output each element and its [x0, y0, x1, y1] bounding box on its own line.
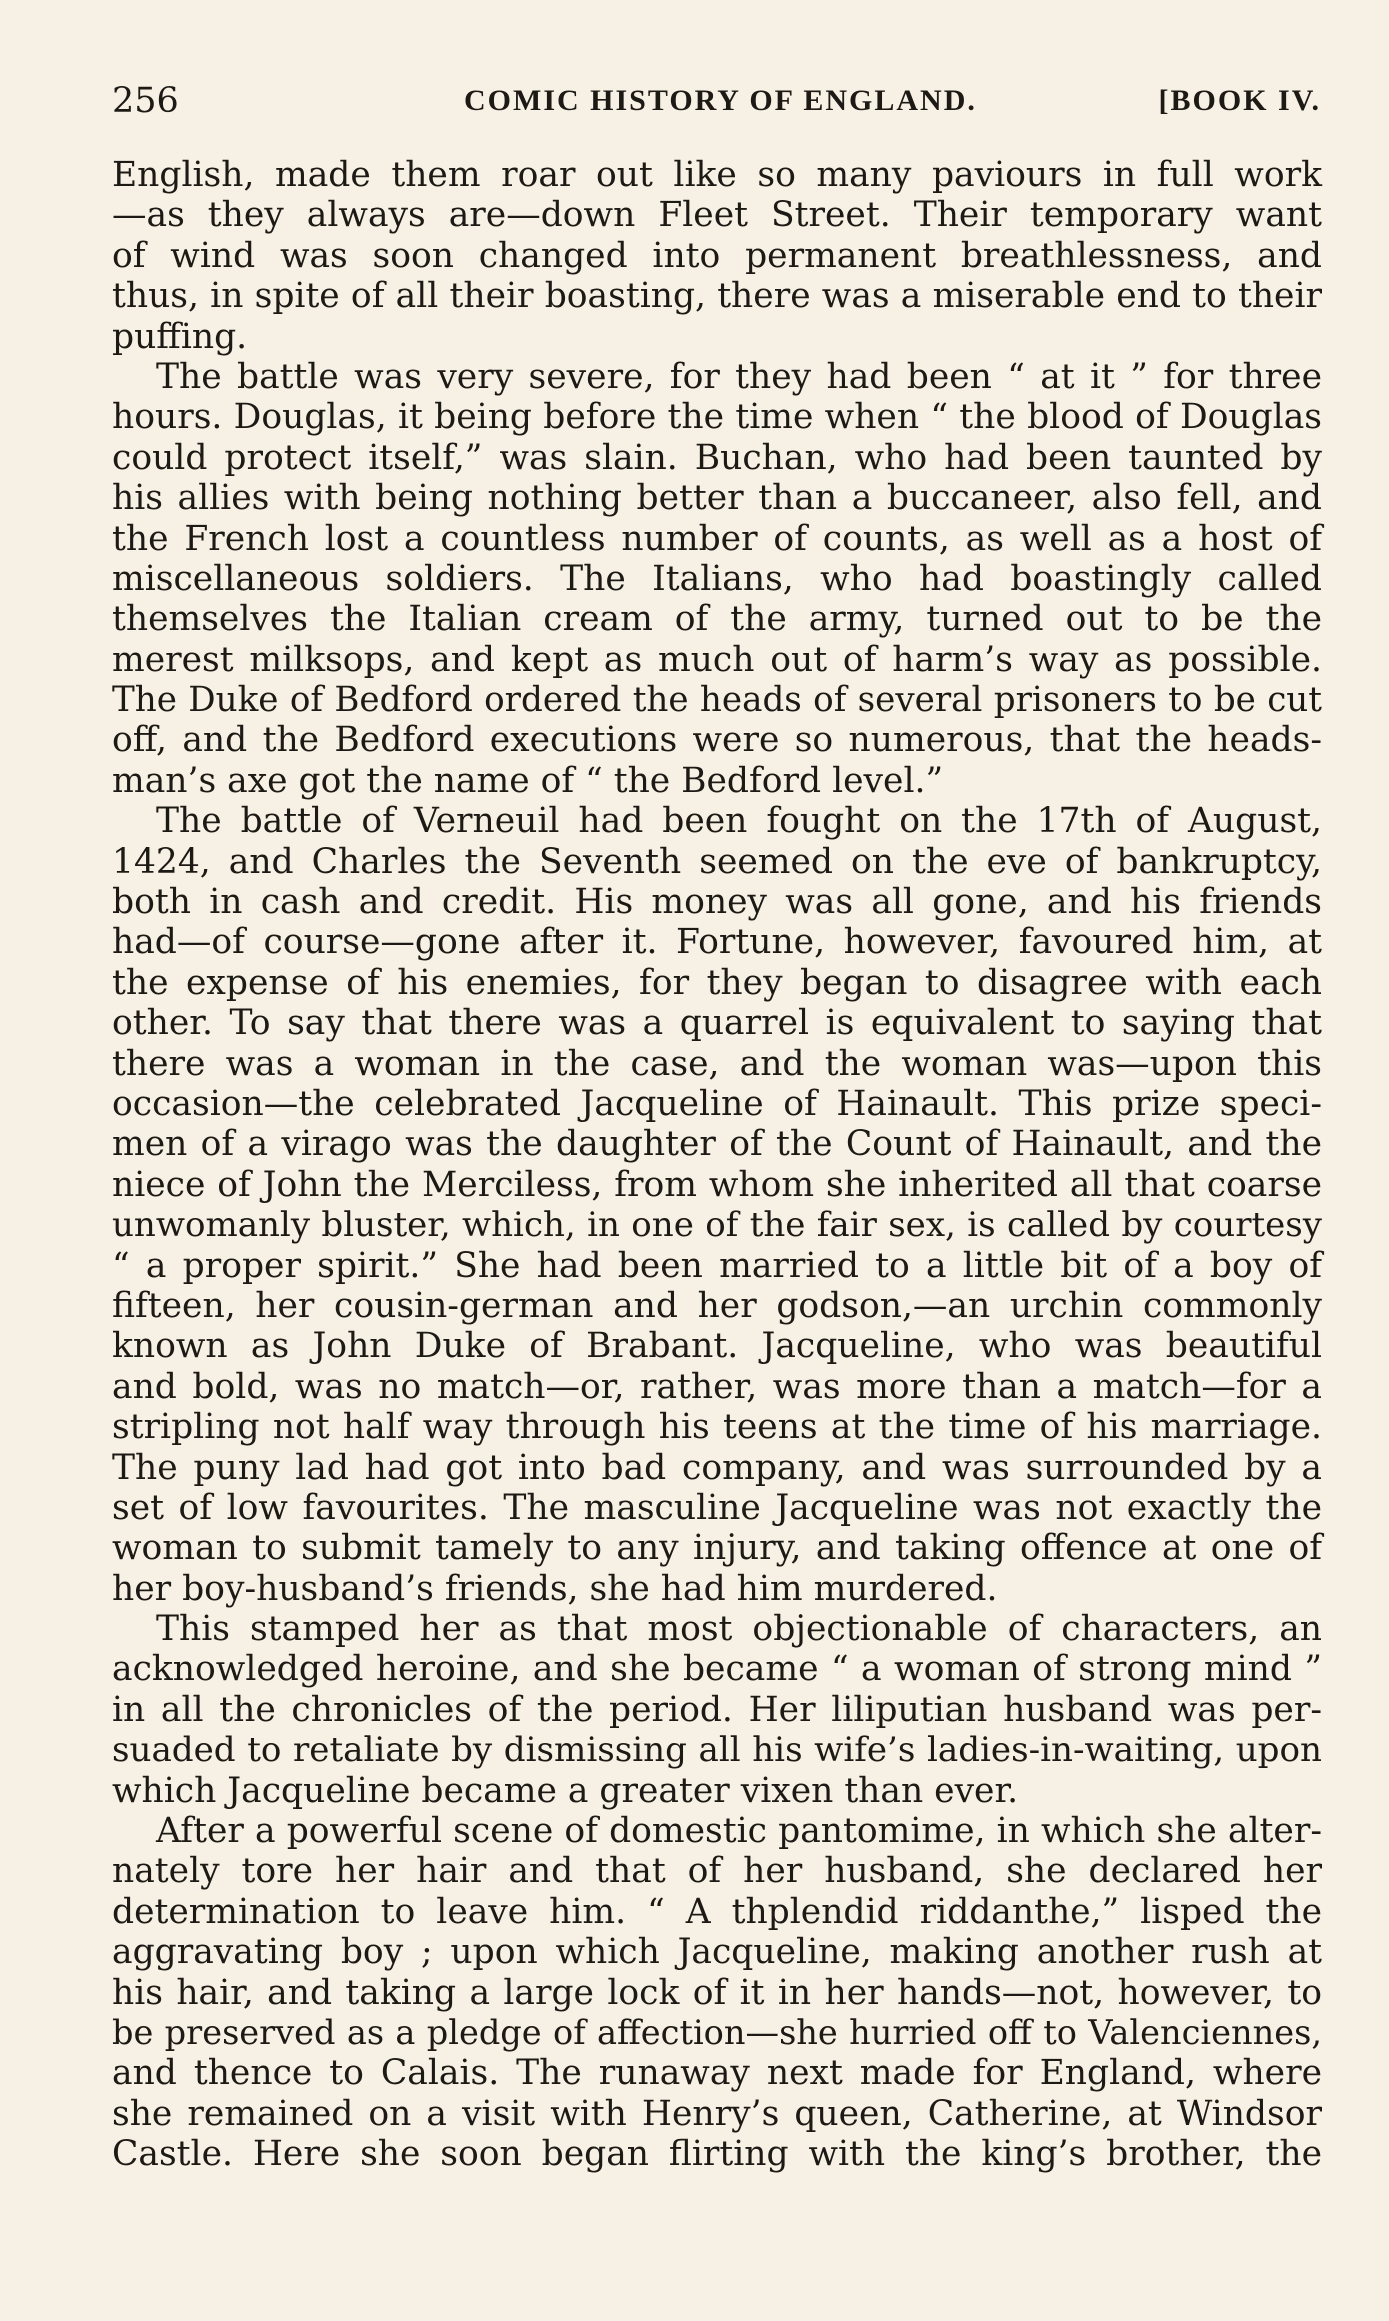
- text-line: be preserved as a pledge of affection—she hurried off to Valenciennes,: [112, 2012, 1322, 2052]
- text-line: men of a virago was the daughter of the Count of Hainault, and the: [112, 1124, 1322, 1165]
- book-label: [BOOK IV.: [1158, 84, 1321, 117]
- text-line: 1424, and Charles the Seventh seemed on the eve of bankruptcy,: [112, 841, 1322, 882]
- text-line: in all the chronicles of the period. Her liliputian husband was per-: [112, 1689, 1322, 1730]
- text-line: occasion—the celebrated Jacqueline of Hainault. This prize speci-: [112, 1083, 1322, 1124]
- running-title: COMIC HISTORY OF ENGLAND.: [464, 84, 977, 117]
- page-header: [112, 76, 1321, 126]
- text-line: off, and the Bedford executions were so numerous, that the heads-: [112, 720, 1322, 761]
- text-line: The puny lad had got into bad company, and was surrounded by a: [112, 1447, 1322, 1488]
- text-line: of wind was soon changed into permanent breathlessness, and: [112, 235, 1322, 276]
- text-line: his hair, and taking a large lock of it in her hands—not, however, to: [112, 1972, 1322, 2013]
- text-line: which Jacqueline became a greater vixen than ever.: [112, 1770, 1019, 1811]
- text-line: themselves the Italian cream of the army, turned out to be the: [112, 599, 1322, 640]
- text-line: there was a woman in the case, and the woman was—upon this: [112, 1043, 1322, 1084]
- text-line: had—of course—gone after it. Fortune, however, favoured him, at: [112, 922, 1322, 963]
- text-line: the French lost a countless number of counts, as well as a host of: [112, 518, 1322, 559]
- text-line: determination to leave him. “ A thplendid riddanthe,” lisped the: [112, 1891, 1322, 1932]
- text-line: both in cash and credit. His money was all gone, and his friends: [112, 882, 1322, 923]
- text-line: could protect itself,” was slain. Buchan, who had been taunted by: [112, 437, 1322, 478]
- text-line: The battle of Verneuil had been fought on the 17th of August,: [156, 801, 1322, 842]
- text-line: set of low favourites. The masculine Jacqueline was not exactly the: [112, 1487, 1322, 1528]
- body-text: [112, 155, 1322, 2175]
- text-line: man’s axe got the name of “ the Bedford level.”: [112, 760, 944, 801]
- text-line: hours. Douglas, it being before the time when “ the blood of Douglas: [112, 397, 1322, 438]
- text-line: miscellaneous soldiers. The Italians, who had boastingly called: [112, 558, 1322, 599]
- text-line: stripling not half way through his teens at the time of his marriage.: [112, 1407, 1322, 1448]
- text-line: niece of John the Merciless, from whom she inherited all that coarse: [112, 1164, 1322, 1205]
- text-line: Castle. Here she soon began flirting with the king’s brother, the: [112, 2134, 1322, 2175]
- text-line: her boy-husband’s friends, she had him murdered.: [112, 1568, 998, 1609]
- text-line: “ a proper spirit.” She had been married to a little bit of a boy of: [112, 1245, 1322, 1286]
- text-line: known as John Duke of Brabant. Jacqueline, who was beautiful: [112, 1326, 1322, 1367]
- text-line: his allies with being nothing better than a buccaneer, also fell, and: [112, 478, 1322, 519]
- text-line: acknowledged heroine, and she became “ a woman of strong mind ”: [112, 1649, 1322, 1690]
- text-line: nately tore her hair and that of her husband, she declared her: [112, 1851, 1322, 1892]
- text-line: The Duke of Bedford ordered the heads of several prisoners to be cut: [112, 680, 1322, 721]
- text-line: other. To say that there was a quarrel is equivalent to saying that: [112, 1003, 1322, 1044]
- text-line: The battle was very severe, for they had been “ at it ” for three: [156, 356, 1322, 397]
- text-line: aggravating boy ; upon which Jacqueline, making another rush at: [112, 1932, 1322, 1973]
- text-line: fifteen, her cousin-german and her godson,—an urchin commonly: [112, 1285, 1322, 1326]
- text-line: After a powerful scene of domestic pantomime, in which she alter-: [156, 1811, 1322, 1852]
- text-line: merest milksops, and kept as much out of harm’s way as possible.: [112, 639, 1322, 680]
- text-line: and thence to Calais. The runaway next made for England, where: [112, 2053, 1322, 2094]
- text-line: thus, in spite of all their boasting, there was a miserable end to their: [112, 276, 1322, 317]
- text-line: woman to submit tamely to any injury, and taking offence at one of: [112, 1528, 1322, 1569]
- text-line: This stamped her as that most objectionable of characters, an: [156, 1609, 1322, 1650]
- text-line: the expense of his enemies, for they began to disagree with each: [112, 962, 1322, 1003]
- text-line: and bold, was no match—or, rather, was more than a match—for a: [112, 1366, 1322, 1407]
- page-number: 256: [112, 81, 179, 121]
- text-line: unwomanly bluster, which, in one of the fair sex, is called by courtesy: [112, 1205, 1322, 1246]
- text-line: puffing.: [112, 316, 248, 357]
- text-line: suaded to retaliate by dismissing all his wife’s ladies-in-waiting, upon: [112, 1730, 1322, 1771]
- text-line: —as they always are—down Fleet Street. Their temporary want: [112, 195, 1322, 236]
- text-line: English, made them roar out like so many paviours in full work: [112, 155, 1322, 195]
- text-line: she remained on a visit with Henry’s queen, Catherine, at Windsor: [112, 2093, 1322, 2134]
